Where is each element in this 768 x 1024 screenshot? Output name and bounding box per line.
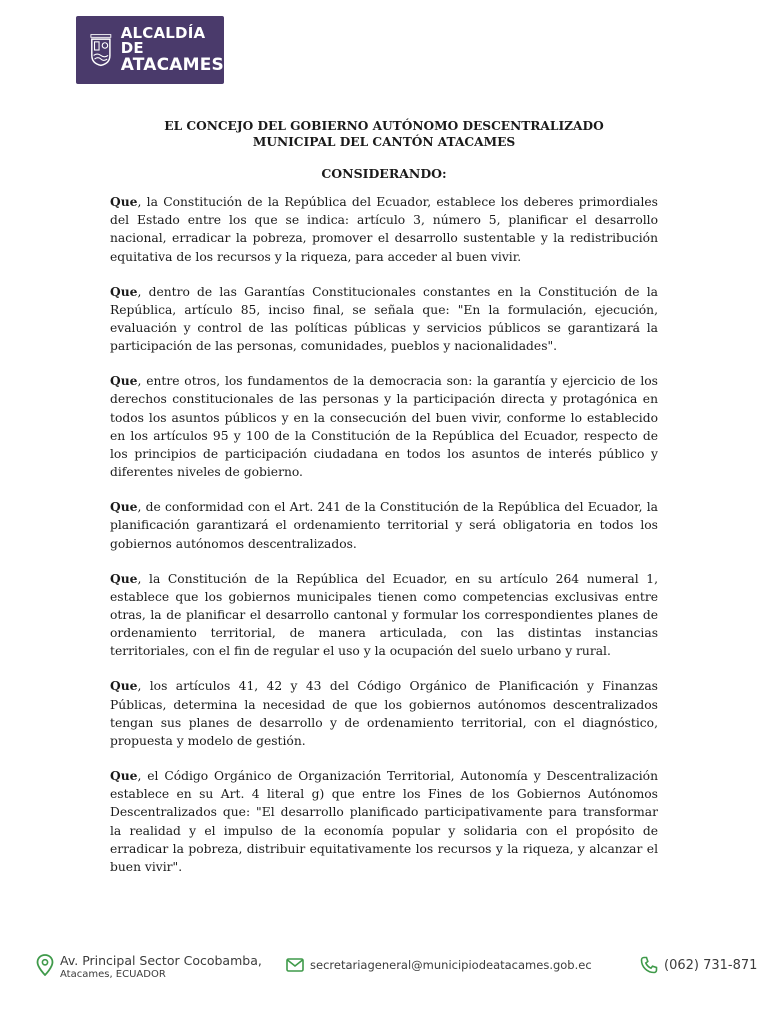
paragraph-4	[110, 498, 658, 553]
logo-line-2: ATACAMES	[120, 55, 224, 75]
paragraph-2	[110, 283, 658, 356]
paragraph-lead: Que	[110, 499, 138, 515]
email-link[interactable]: secretariageneral@municipiodeatacames.gob.ec	[310, 958, 592, 972]
paragraph-text: , entre otros, los fundamentos de la democracia son: la garantía y ejercicio de los derechos constitucionales de las personas y la participación directa y protagónica en todos los asuntos públicos y en la consecución del buen vivir, conforme lo establecido en los artículos 95 y 100 de la Constitución de la República del Ecuador, respecto de los principios de participación ciudadana en todos los asuntos de interés público y diferentes niveles de gobierno.	[110, 374, 658, 480]
paragraph-6	[110, 677, 658, 750]
phone-icon	[640, 956, 658, 974]
considerando-heading: CONSIDERANDO:	[321, 166, 447, 181]
footer-address	[36, 954, 262, 982]
location-pin-icon	[36, 954, 54, 976]
page-footer	[0, 952, 768, 992]
paragraph-7	[110, 767, 658, 876]
title-line-2: MUNICIPAL DEL CANTÓN ATACAMES	[252, 135, 516, 149]
title-line-1: EL CONCEJO DEL GOBIERNO AUTÓNOMO DESCENTRALIZADO	[164, 119, 604, 133]
paragraph-lead: Que	[110, 570, 138, 586]
paragraph-1	[110, 193, 658, 266]
address-text	[60, 954, 262, 982]
paragraph-text: , el Código Orgánico de Organización Territorial, Autonomía y Descentralización establece en su Art. 4 literal g) que entre los Fines de los Gobiernos Autónomos Descentralizados que: "El desarrollo planificado participativamente para transformar la realidad y el impulso de la economía popular y solidaria con el propósito de erradicar la pobreza, distribuir equitativamente los recursos y la riqueza, y alcanzar el buen vivir".	[110, 769, 658, 875]
paragraph-lead: Que	[110, 678, 138, 694]
footer-phone[interactable]	[640, 956, 757, 974]
document-body	[110, 193, 658, 893]
phone-number[interactable]: (062) 731-871	[664, 957, 758, 973]
logo-wordmark	[121, 26, 224, 74]
document-title	[110, 118, 658, 150]
paragraph-lead: Que	[110, 373, 138, 389]
address-line-2: Atacames, ECUADOR	[60, 969, 166, 980]
paragraph-lead: Que	[110, 768, 138, 784]
municipal-crest-icon	[90, 32, 112, 68]
paragraph-text: , la Constitución de la República del Ecuador, establece los deberes primordiales del Estado entre los que se indica: artículo 3, número 5, planificar el desarrollo nacional, erradicar la pobreza, promover el desarrollo sustentable y la redistribución equitativa de los recursos y la riqueza, para acceder al buen vivir.	[110, 195, 658, 264]
paragraph-5	[110, 570, 658, 661]
municipal-logo	[76, 16, 224, 84]
paragraph-text: , dentro de las Garantías Constitucionales constantes en la Constitución de la República, artículo 85, inciso final, se señala que: "En la formulación, ejecución, evaluación y control de las políticas públicas y servicios públicos se garantizará la participación de las personas, comunidades, pueblos y nacionalidades".	[110, 284, 658, 354]
mail-icon	[286, 958, 304, 972]
paragraph-text: , los artículos 41, 42 y 43 del Código Orgánico de Planificación y Finanzas Públicas, determina la necesidad de que los gobiernos autónomos descentralizados tengan sus planes de desarrollo y de ordenamiento territorial, con el diagnóstico, propuesta y modelo de gestión.	[110, 679, 658, 749]
paragraph-lead: Que	[110, 283, 138, 299]
footer-email[interactable]	[286, 958, 592, 972]
logo-line-1: ALCALDÍA DE	[120, 24, 206, 57]
paragraph-3	[110, 372, 658, 481]
paragraph-text: , la Constitución de la República del Ecuador, en su artículo 264 numeral 1, establece que los gobiernos municipales tienen como competencias exclusivas entre otras, la de planificar el desarrollo cantonal y formular los correspondientes planes de ordenamiento territorial, de manera articulada, con las distintas instancias territoriales, con el fin de regular el uso y la ocupación del suelo urbano y rural.	[110, 571, 658, 659]
paragraph-text: , de conformidad con el Art. 241 de la Constitución de la República del Ecuador, la planificación garantizará el ordenamiento territorial y será obligatoria en todos los gobiernos autónomos descentralizados.	[110, 500, 658, 551]
address-line-1: Av. Principal Sector Cocobamba,	[60, 953, 262, 968]
paragraph-lead: Que	[110, 194, 138, 209]
